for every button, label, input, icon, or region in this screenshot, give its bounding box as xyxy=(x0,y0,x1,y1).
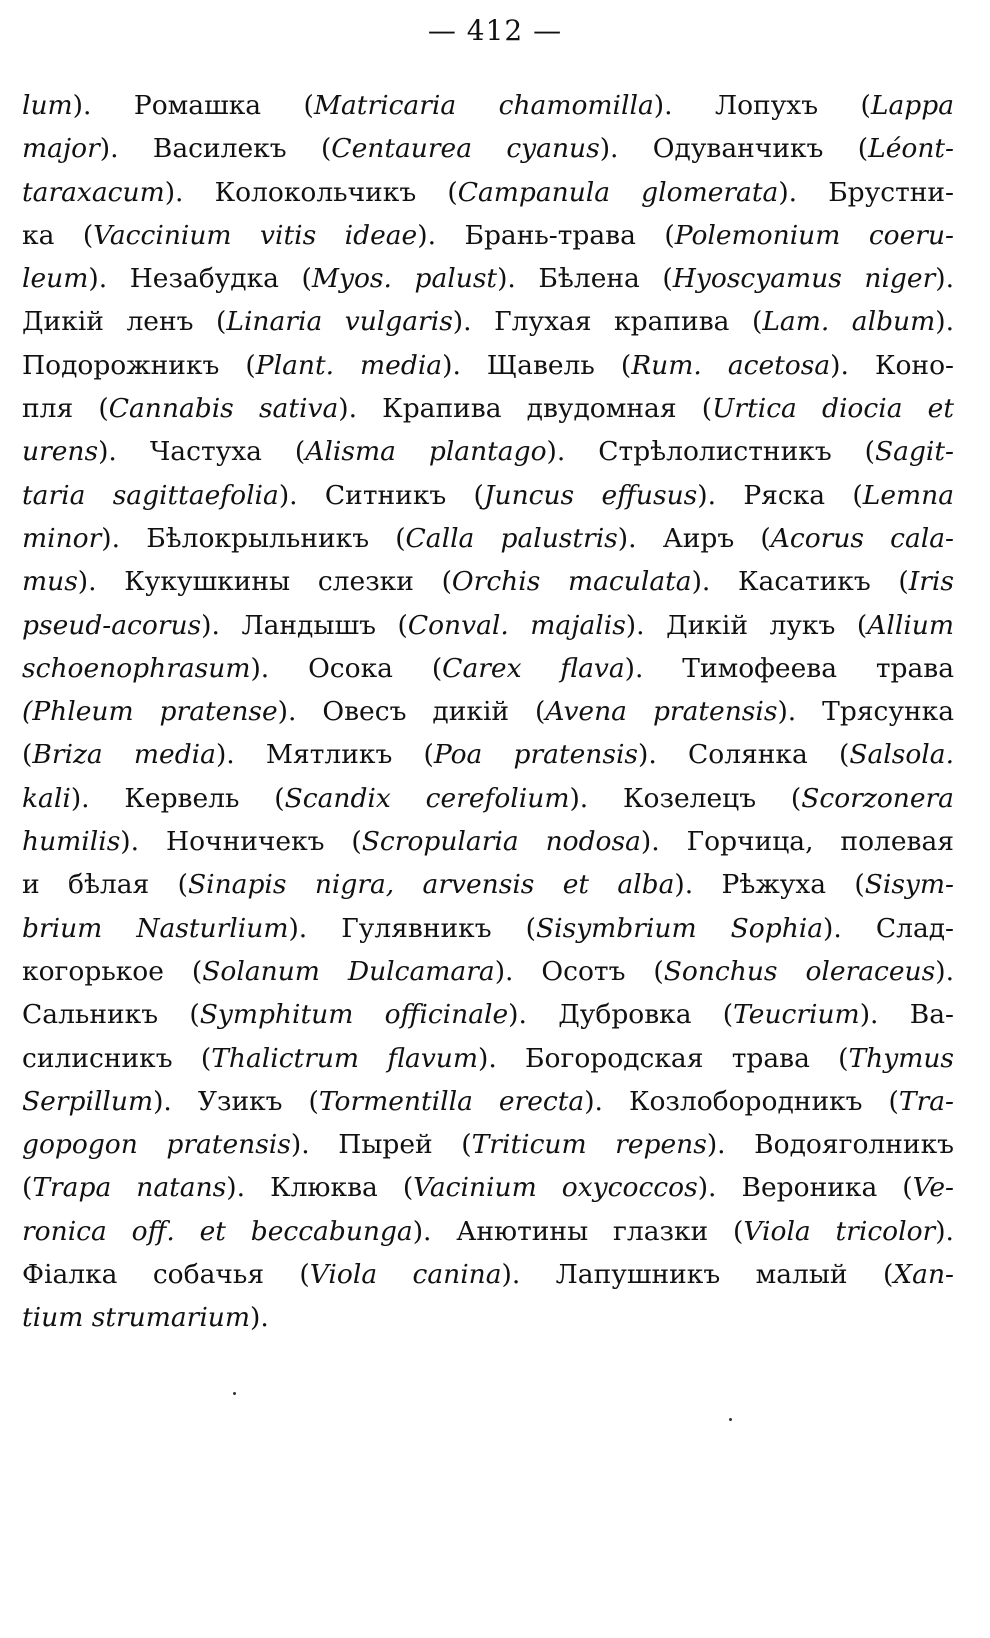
text-segment: когорькое ( xyxy=(22,955,203,987)
text-segment: ка ( xyxy=(22,219,94,251)
text-line xyxy=(22,344,954,387)
text-segment: ). Коно- xyxy=(830,349,954,381)
latin-name: humilis xyxy=(22,826,121,858)
latin-name: Triticum repens xyxy=(471,1129,707,1161)
text-segment: ). Трясунка xyxy=(777,696,954,728)
text-segment: ). Ромашка ( xyxy=(72,90,314,121)
text-segment: ). Богородская трава ( xyxy=(477,1042,849,1074)
text-line xyxy=(22,430,954,473)
text-segment: ). Стрѣлолистникъ ( xyxy=(546,436,875,468)
text-segment: ). Осока ( xyxy=(250,652,443,684)
body-text xyxy=(22,84,954,1340)
text-segment: ). Брань-трава ( xyxy=(417,219,675,251)
latin-name: Hyoscyamus niger xyxy=(672,263,936,295)
text-segment: ). Бѣлокрыльникъ ( xyxy=(101,522,406,554)
text-line xyxy=(22,863,954,906)
latin-name: Thalictrum flavum xyxy=(211,1042,478,1074)
text-segment: ). xyxy=(935,955,954,987)
text-segment: силисникъ ( xyxy=(22,1042,212,1074)
latin-name: Scandix cerefolium xyxy=(284,782,570,814)
text-segment: Дикій ленъ ( xyxy=(22,306,227,338)
latin-name: schoenophrasum xyxy=(22,652,251,684)
latin-name: Centaurea cyanus xyxy=(331,133,600,165)
latin-name: Sonchus oleraceus xyxy=(663,955,936,987)
latin-name: pseud-acorus xyxy=(22,609,202,641)
text-segment: ). Дубровка ( xyxy=(508,999,734,1031)
latin-name: Allium xyxy=(867,609,954,641)
text-segment: и бѣлая ( xyxy=(22,869,188,901)
latin-name: (Phleum pratense xyxy=(22,696,278,728)
text-segment: ). Касатикъ ( xyxy=(691,566,909,598)
latin-name: Myos. palust xyxy=(311,263,498,295)
latin-name: Vaccinium vitis ideae xyxy=(93,219,418,251)
latin-name: Teucrium xyxy=(733,999,860,1031)
latin-name: Carex flava xyxy=(442,652,625,684)
text-segment: ). Овесъ дикій ( xyxy=(277,696,546,728)
text-segment: ). Ряска ( xyxy=(697,479,863,511)
text-line xyxy=(22,84,954,127)
text-line xyxy=(22,1253,954,1296)
text-line xyxy=(22,1123,954,1166)
text-segment: ). Водояголникъ xyxy=(706,1129,954,1161)
text-segment: ). Глухая крапива ( xyxy=(452,306,763,338)
latin-name: minor xyxy=(22,522,102,554)
text-line xyxy=(22,300,954,343)
latin-name: Campanula glomerata xyxy=(457,176,779,208)
latin-name: gopogon pratensis xyxy=(22,1129,291,1161)
text-segment: пля ( xyxy=(22,393,109,425)
text-segment: ). xyxy=(935,263,954,295)
latin-name: Sinapis nigra, arvensis et alba xyxy=(187,869,675,901)
text-segment: ). Узикъ ( xyxy=(153,1085,319,1117)
latin-name: brium Nasturlium xyxy=(22,912,289,944)
text-segment: ). Пырей ( xyxy=(290,1129,472,1161)
text-line xyxy=(22,1210,954,1253)
text-line xyxy=(22,1296,954,1339)
text-segment: ). Частуха ( xyxy=(98,436,306,468)
text-line xyxy=(22,647,954,690)
text-line xyxy=(22,604,954,647)
latin-name: Iris xyxy=(908,566,954,598)
latin-name: Lam. album xyxy=(762,306,936,338)
latin-name: ronica off. et beccabunga xyxy=(22,1215,413,1247)
latin-name: Alisma plantago xyxy=(305,436,547,468)
latin-name: Juncus effusus xyxy=(483,479,698,511)
text-line xyxy=(22,214,954,257)
latin-name: Symphitum officinale xyxy=(199,999,509,1031)
latin-name: Tormentilla erecta xyxy=(318,1085,585,1117)
latin-name: lum xyxy=(22,90,73,121)
latin-name: Lemna xyxy=(862,479,954,511)
text-line xyxy=(22,474,954,517)
latin-name: Thymus xyxy=(848,1042,954,1074)
text-segment: ). Клюква ( xyxy=(226,1172,414,1204)
print-speck xyxy=(729,1418,732,1421)
text-line xyxy=(22,517,954,560)
latin-name: Conval. majalis xyxy=(407,609,626,641)
text-line xyxy=(22,1166,954,1209)
latin-name: urens xyxy=(22,436,99,468)
latin-name: Solanum Dulcamara xyxy=(202,955,495,987)
text-segment: ). Дикій лукъ ( xyxy=(625,609,868,641)
text-line xyxy=(22,1080,954,1123)
text-segment: ). xyxy=(935,306,954,338)
latin-name: Cannabis sativa xyxy=(108,393,339,425)
text-segment: ). xyxy=(935,1215,954,1247)
text-segment: ). Аиръ ( xyxy=(617,522,771,554)
text-segment: ). Кукушкины слезки ( xyxy=(77,566,452,598)
text-line xyxy=(22,777,954,820)
latin-name: major xyxy=(22,133,100,165)
latin-name: Scropularia nodosa xyxy=(361,826,641,858)
text-segment: ). Щавель ( xyxy=(442,349,632,381)
latin-name: Acorus cala- xyxy=(770,522,954,554)
text-segment: ). Анютины глазки ( xyxy=(412,1215,744,1247)
latin-name: Linaria vulgaris xyxy=(226,306,453,338)
text-segment: ). Ситникъ ( xyxy=(278,479,484,511)
text-segment: Подорожникъ ( xyxy=(22,349,256,381)
latin-name: Xan- xyxy=(893,1259,954,1291)
print-speck xyxy=(233,1392,236,1395)
text-segment: Сальникъ ( xyxy=(22,999,200,1031)
text-line xyxy=(22,1037,954,1080)
text-segment: ). Незабудка ( xyxy=(88,263,312,295)
text-segment: ). Осотъ ( xyxy=(494,955,664,987)
text-segment: ). Лопухъ ( xyxy=(653,90,871,121)
latin-name: Tra- xyxy=(898,1085,954,1117)
text-line xyxy=(22,387,954,430)
latin-name: Salsola. xyxy=(849,739,954,771)
text-segment: ). Лапушникъ малый ( xyxy=(501,1259,894,1291)
latin-name: Polemonium coeru- xyxy=(674,219,954,251)
latin-name: Viola canina xyxy=(309,1259,502,1291)
text-segment: ). Одуванчикъ ( xyxy=(599,133,869,165)
latin-name: Viola tricolor xyxy=(743,1215,936,1247)
text-segment: ). Ва- xyxy=(859,999,954,1031)
text-segment: ). Мятликъ ( xyxy=(215,739,434,771)
latin-name: Urtica dioсia et xyxy=(712,393,954,425)
latin-name: Léont- xyxy=(868,133,954,165)
latin-name: Trapa natans xyxy=(32,1172,227,1204)
latin-name: Matricaria chamomilla xyxy=(313,90,654,121)
latin-name: Poa pratensis xyxy=(433,739,639,771)
text-segment: ). Козлобородникъ ( xyxy=(584,1085,899,1117)
text-segment: ). Рѣжуха ( xyxy=(674,869,865,901)
text-segment: ). Козелецъ ( xyxy=(569,782,802,814)
text-segment: ). Бѣлена ( xyxy=(497,263,673,295)
latin-name: taraxacum xyxy=(22,176,165,208)
latin-name: taria sagittaefolia xyxy=(22,479,279,511)
text-line xyxy=(22,257,954,300)
text-segment: ). Слад- xyxy=(823,912,954,944)
latin-name: tium strumarium xyxy=(22,1302,250,1334)
text-segment: ). Вероника ( xyxy=(697,1172,913,1204)
text-line xyxy=(22,907,954,950)
text-line xyxy=(22,560,954,603)
text-segment: ). Ночничекъ ( xyxy=(120,826,362,858)
text-segment: ). xyxy=(250,1302,269,1334)
latin-name: Vacinium oxycoccos xyxy=(413,1172,698,1204)
latin-name: Orchis maculata xyxy=(451,566,692,598)
text-segment: ). Кервель ( xyxy=(70,782,285,814)
latin-name: Lappa xyxy=(870,90,954,121)
text-segment: ). Василекъ ( xyxy=(99,133,332,165)
text-segment: ( xyxy=(22,739,33,771)
latin-name: Ve- xyxy=(912,1172,954,1204)
text-line xyxy=(22,993,954,1036)
text-line xyxy=(22,127,954,170)
text-line xyxy=(22,690,954,733)
text-segment: Фіалка собачья ( xyxy=(22,1259,310,1291)
text-line xyxy=(22,820,954,863)
page-number: — 412 — xyxy=(427,14,563,47)
text-segment: ). Крапива двудомная ( xyxy=(338,393,713,425)
latin-name: Sagit- xyxy=(875,436,954,468)
text-segment: ). Ландышъ ( xyxy=(201,609,408,641)
latin-name: Rum. acetosa xyxy=(631,349,831,381)
text-segment: ). Тимофеева трава xyxy=(624,652,954,684)
latin-name: Calla palustris xyxy=(405,522,618,554)
text-segment: ). Гулявникъ ( xyxy=(288,912,536,944)
text-line xyxy=(22,733,954,776)
text-line xyxy=(22,950,954,993)
text-segment: ). Горчица, полевая xyxy=(640,826,954,858)
latin-name: Plant. media xyxy=(255,349,443,381)
text-segment: ). Колокольчикъ ( xyxy=(164,176,458,208)
latin-name: Briza media xyxy=(32,739,216,771)
text-segment: ). Солянка ( xyxy=(638,739,850,771)
latin-name: Avena pratensis xyxy=(545,696,778,728)
text-segment: ). Брустни- xyxy=(778,176,954,208)
latin-name: kali xyxy=(22,782,71,814)
text-line xyxy=(22,171,954,214)
latin-name: Scorzonera xyxy=(801,782,954,814)
latin-name: Sisym- xyxy=(864,869,954,901)
text-segment: ( xyxy=(22,1172,33,1204)
latin-name: Serpillum xyxy=(22,1085,154,1117)
latin-name: leum xyxy=(22,263,89,295)
latin-name: mus xyxy=(22,566,78,598)
latin-name: Sisymbrium Sophia xyxy=(535,912,824,944)
